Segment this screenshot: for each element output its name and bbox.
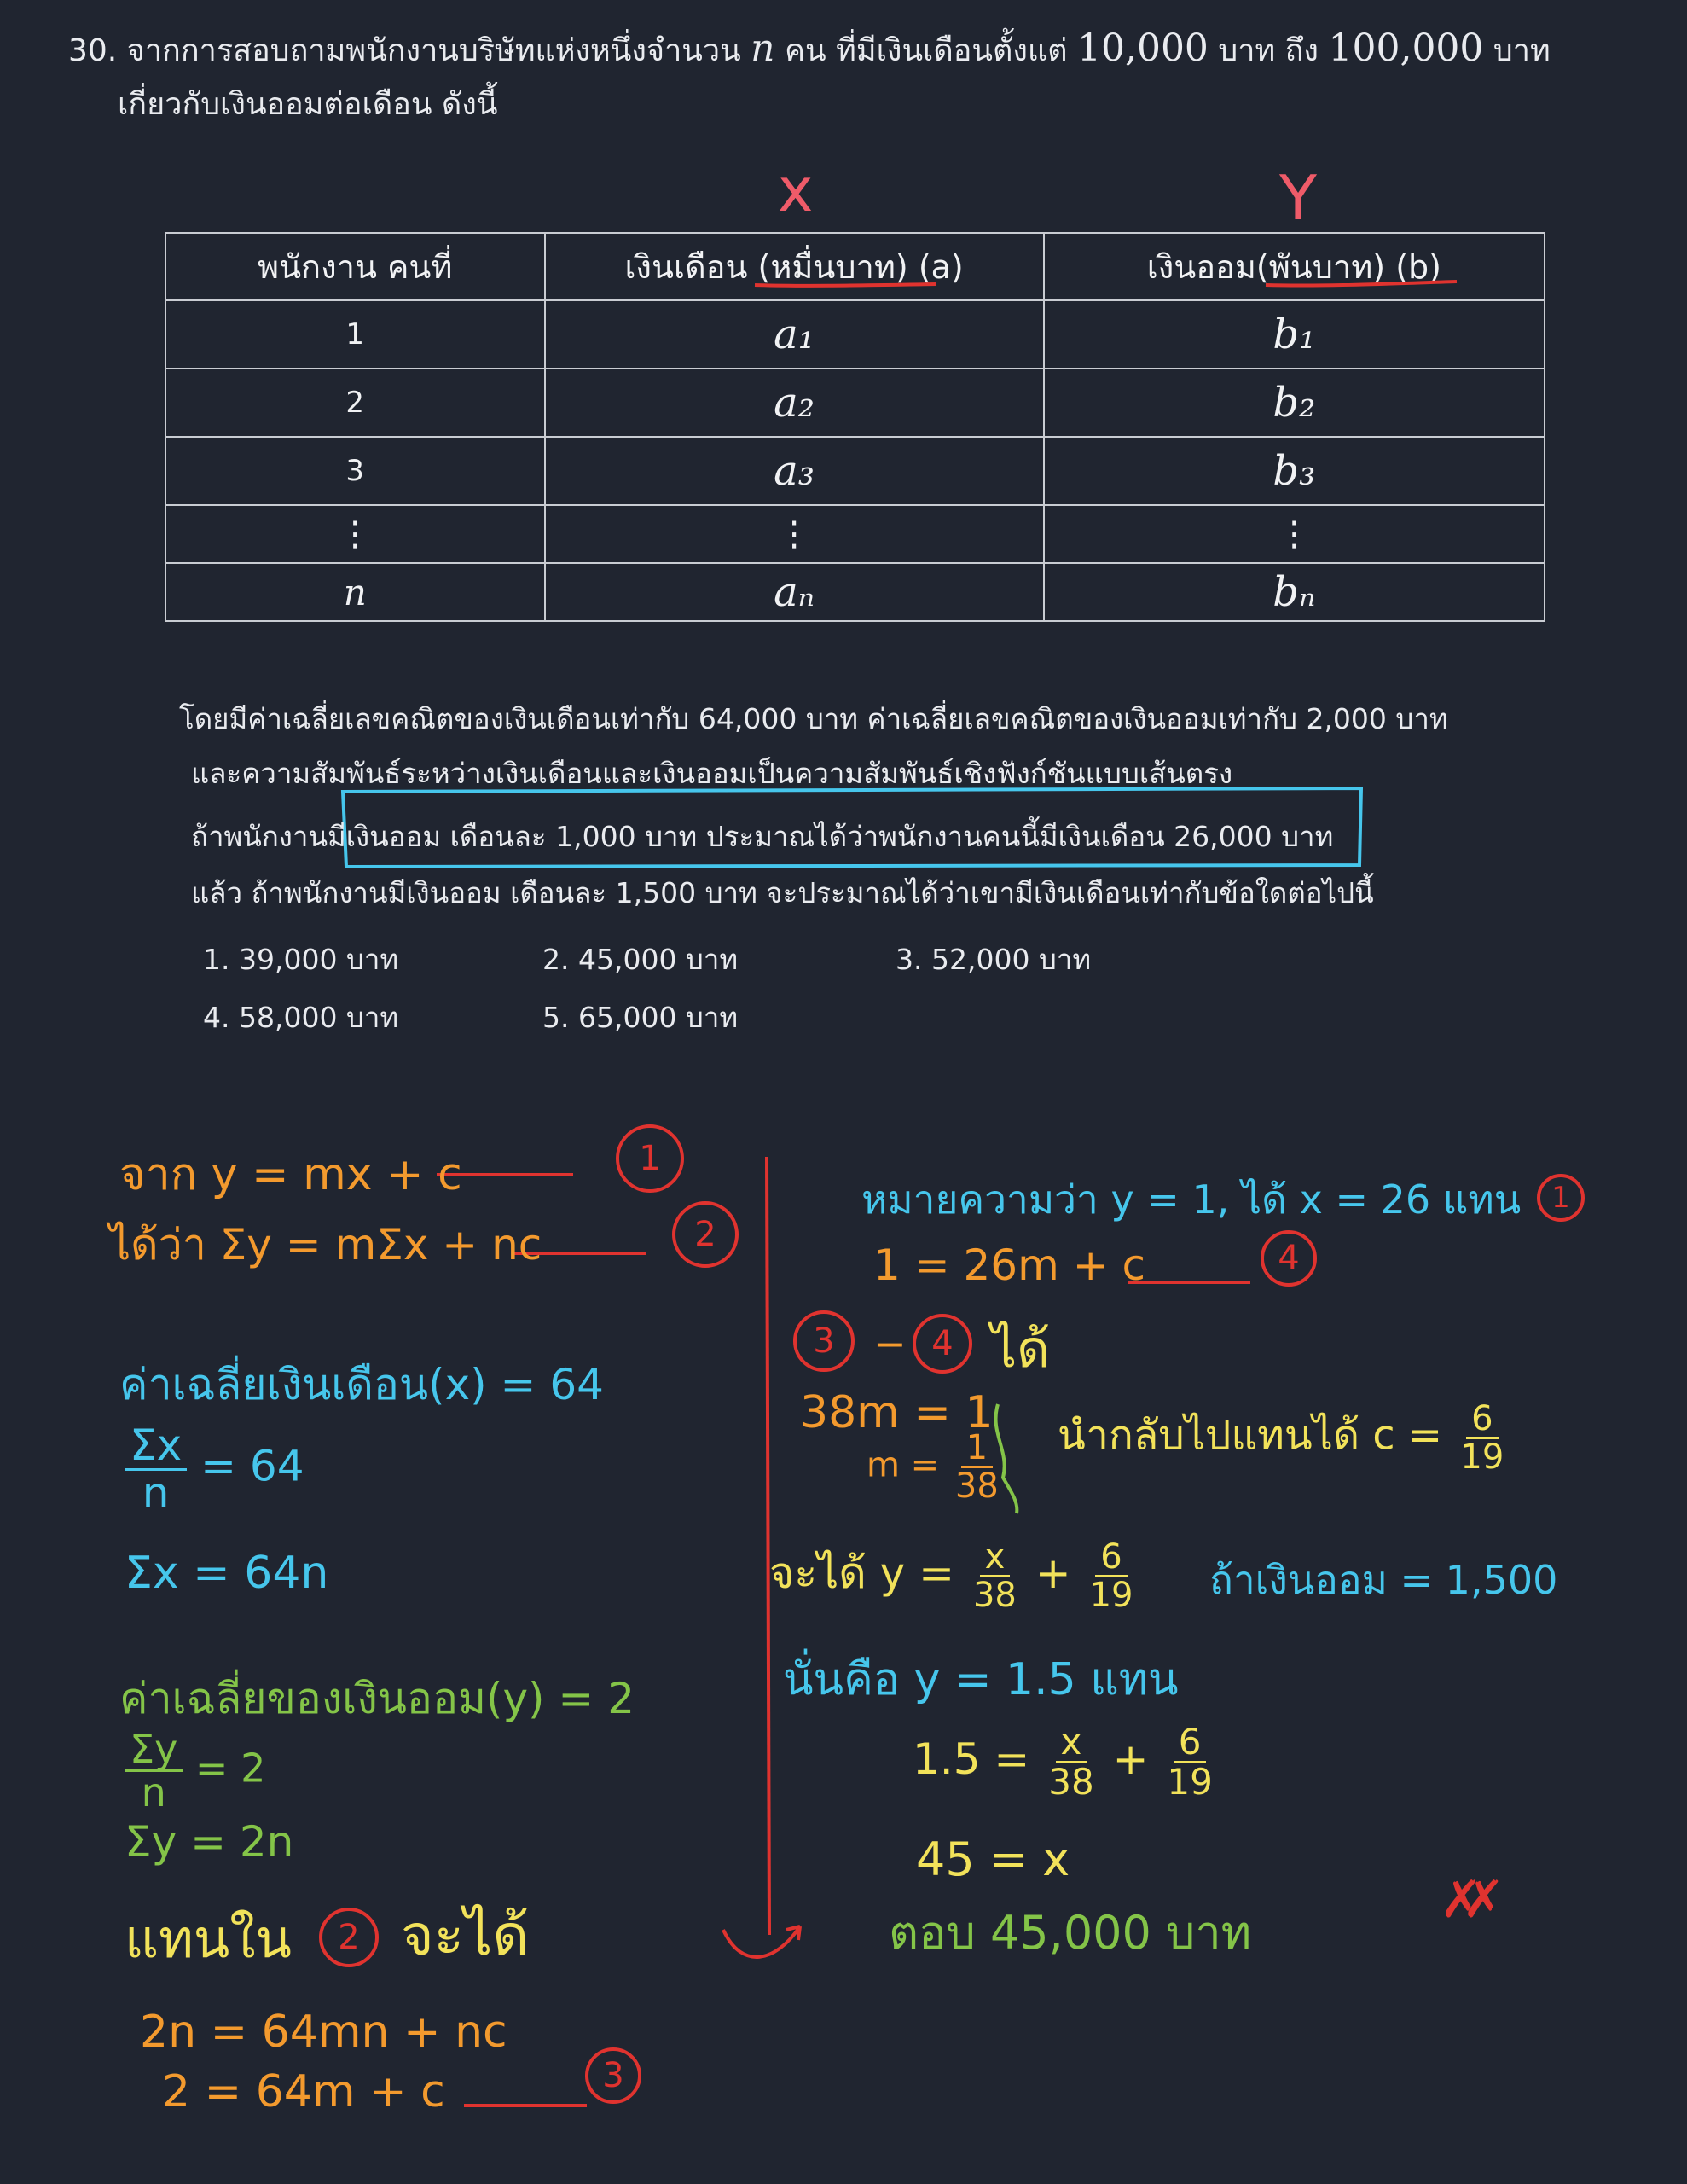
cell-a: ⋮ <box>545 505 1044 563</box>
solution-right-4: 38m = 1 <box>800 1387 994 1438</box>
fraction-c: $\frac{6}{19}$ <box>1460 1399 1504 1477</box>
x-annotation: x <box>778 155 814 225</box>
minus-sign: − <box>873 1321 907 1367</box>
solution-line-11: 2 = 64m + c <box>162 2066 445 2117</box>
choice-5: 5. 65,000 บาท <box>542 1001 739 1034</box>
solution-line-4: $\frac{\Sigma x}{n}$ = 64 <box>125 1423 304 1515</box>
paragraph-line-1: โดยมีค่าเฉลี่ยเลขคณิตของเงินเดือนเท่ากับ 64,000 บาท ค่าเฉลี่ยเลขคณิตของเงินออมเท่ากับ 2,000 บาท <box>179 702 1448 735</box>
solution-right-3: ได้ <box>991 1320 1051 1380</box>
cell-b: b₃ <box>1044 437 1545 505</box>
solution-line-10: 2n = 64mn + nc <box>140 2007 507 2058</box>
question-line-2: เกี่ยวกับเงินออมต่อเดือน ดังนี้ <box>118 87 498 122</box>
variable-n: n <box>751 26 775 70</box>
paragraph-line-2: และความสัมพันธ์ระหว่างเงินเดือนและเงินออมเป็นความสัมพันธ์เชิงฟังก์ชันแบบเส้นตรง <box>191 757 1233 790</box>
fraction-6-19-b: $\frac{6}{19}$ <box>1167 1721 1213 1804</box>
y-annotation: Y <box>1279 162 1317 234</box>
cell-b: b₁ <box>1044 300 1545 369</box>
header-salary: เงินเดือน (หมื่นบาท) (a) <box>545 233 1044 300</box>
cell-a: a₃ <box>545 437 1044 505</box>
circled-number-4: 4 <box>1261 1230 1317 1287</box>
question-text: บาท ถึง <box>1218 33 1319 68</box>
circled-number-1-ref: 1 <box>1537 1174 1585 1222</box>
solution-right-2: 1 = 26m + c <box>873 1240 1145 1290</box>
choice-2: 2. 45,000 บาท <box>542 943 739 976</box>
divider-arrow-icon <box>723 1926 800 1957</box>
cell-a: a₂ <box>545 369 1044 437</box>
cell-b: b₂ <box>1044 369 1545 437</box>
underline-salary-unit <box>755 284 936 286</box>
solution-line-6: ค่าเฉลี่ยของเงินออม(y) = 2 <box>119 1674 635 1723</box>
fraction-6-19: $\frac{6}{19}$ <box>1089 1537 1133 1615</box>
choice-3: 3. 52,000 บาท <box>896 943 1092 976</box>
solution-right-5: m = $\frac{1}{38}$ <box>867 1430 1004 1504</box>
solution-line-9b: จะได้ <box>401 1902 530 1968</box>
cell-id: 1 <box>165 300 545 369</box>
solution-right-6: นำกลับไปแทนได้ c = $\frac{6}{19}$ <box>1058 1401 1509 1475</box>
circled-number-4-ref: 4 <box>913 1314 972 1374</box>
solution-right-1: หมายความว่า y = 1, ได้ x = 26 แทน <box>861 1176 1522 1223</box>
fraction-m: $\frac{1}{38}$ <box>954 1428 999 1506</box>
question-text: จากการสอบถามพนักงานบริษัทแห่งหนึ่งจำนวน <box>126 33 741 68</box>
paragraph-line-3: ถ้าพนักงานมีเงินออม เดือนละ 1,000 บาท ประมาณได้ว่าพนักงานคนนี้มีเงินเดือน 26,000 บาท <box>191 820 1334 853</box>
circled-number-2: 2 <box>672 1201 739 1268</box>
star-mark-icon: ✗✗ <box>1440 1870 1485 1930</box>
question-number: 30. <box>68 33 118 68</box>
choice-4: 4. 58,000 บาท <box>203 1001 399 1034</box>
solution-line-7: $\frac{\Sigma y}{n}$ = 2 <box>125 1728 265 1814</box>
header-savings: เงินออม(พันบาท) (b) <box>1044 233 1545 300</box>
fraction-x-38: $\frac{x}{38}$ <box>972 1537 1017 1615</box>
final-answer: ตอบ 45,000 บาท <box>889 1906 1252 1960</box>
amount-min: 10,000 <box>1076 26 1209 70</box>
circled-number-1: 1 <box>616 1124 684 1193</box>
solution-line-3: ค่าเฉลี่ยเงินเดือน(x) = 64 <box>119 1360 604 1409</box>
solution-line-5: Σx = 64n <box>125 1548 329 1599</box>
underline-savings-unit <box>1266 282 1457 286</box>
cell-a: aₙ <box>545 563 1044 621</box>
paragraph-line-4: แล้ว ถ้าพนักงานมีเงินออม เดือนละ 1,500 บาท จะประมาณได้ว่าเขามีเงินเดือนเท่ากับข้อใดต่อไปนี้ <box>191 876 1374 909</box>
solution-line-2: ได้ว่า Σy = mΣx + nc <box>109 1220 542 1269</box>
solution-right-9: 1.5 = $\frac{x}{38}$ + $\frac{6}{19}$ <box>913 1723 1218 1801</box>
header-employee: พนักงาน คนที่ <box>165 233 545 300</box>
solution-right-7: จะได้ y = $\frac{x}{38}$ + $\frac{6}{19}$ <box>769 1539 1138 1613</box>
fraction-sum-x: $\frac{\Sigma x}{n}$ <box>125 1423 187 1515</box>
question-text: บาท <box>1493 33 1551 68</box>
circled-number-3: 3 <box>585 2048 641 2104</box>
solution-line-8: Σy = 2n <box>125 1817 294 1867</box>
cell-id: ⋮ <box>165 505 545 563</box>
cell-b: bₙ <box>1044 563 1545 621</box>
solution-line-9a: แทนใน <box>125 1908 292 1970</box>
fraction-sum-y: $\frac{\Sigma y}{n}$ <box>125 1728 183 1814</box>
cell-b: ⋮ <box>1044 505 1545 563</box>
circled-number-2-ref: 2 <box>319 1908 379 1967</box>
solution-right-8: นั่นคือ y = 1.5 แทน <box>783 1654 1179 1705</box>
amount-max: 100,000 <box>1328 26 1484 70</box>
cell-id: 2 <box>165 369 545 437</box>
circled-number-3-ref: 3 <box>793 1310 855 1372</box>
cell-id: n <box>165 563 545 621</box>
fraction-x-38-b: $\frac{x}{38}$ <box>1048 1721 1094 1804</box>
solution-line-1: จาก y = mx + c <box>119 1149 462 1200</box>
solution-right-10: 45 = x <box>916 1833 1070 1886</box>
choice-1: 1. 39,000 บาท <box>203 943 399 976</box>
solution-right-7b: ถ้าเงินออม = 1,500 <box>1209 1557 1558 1603</box>
cell-a: a₁ <box>545 300 1044 369</box>
question-text: คน ที่มีเงินเดือนตั้งแต่ <box>784 33 1068 68</box>
cell-id: 3 <box>165 437 545 505</box>
